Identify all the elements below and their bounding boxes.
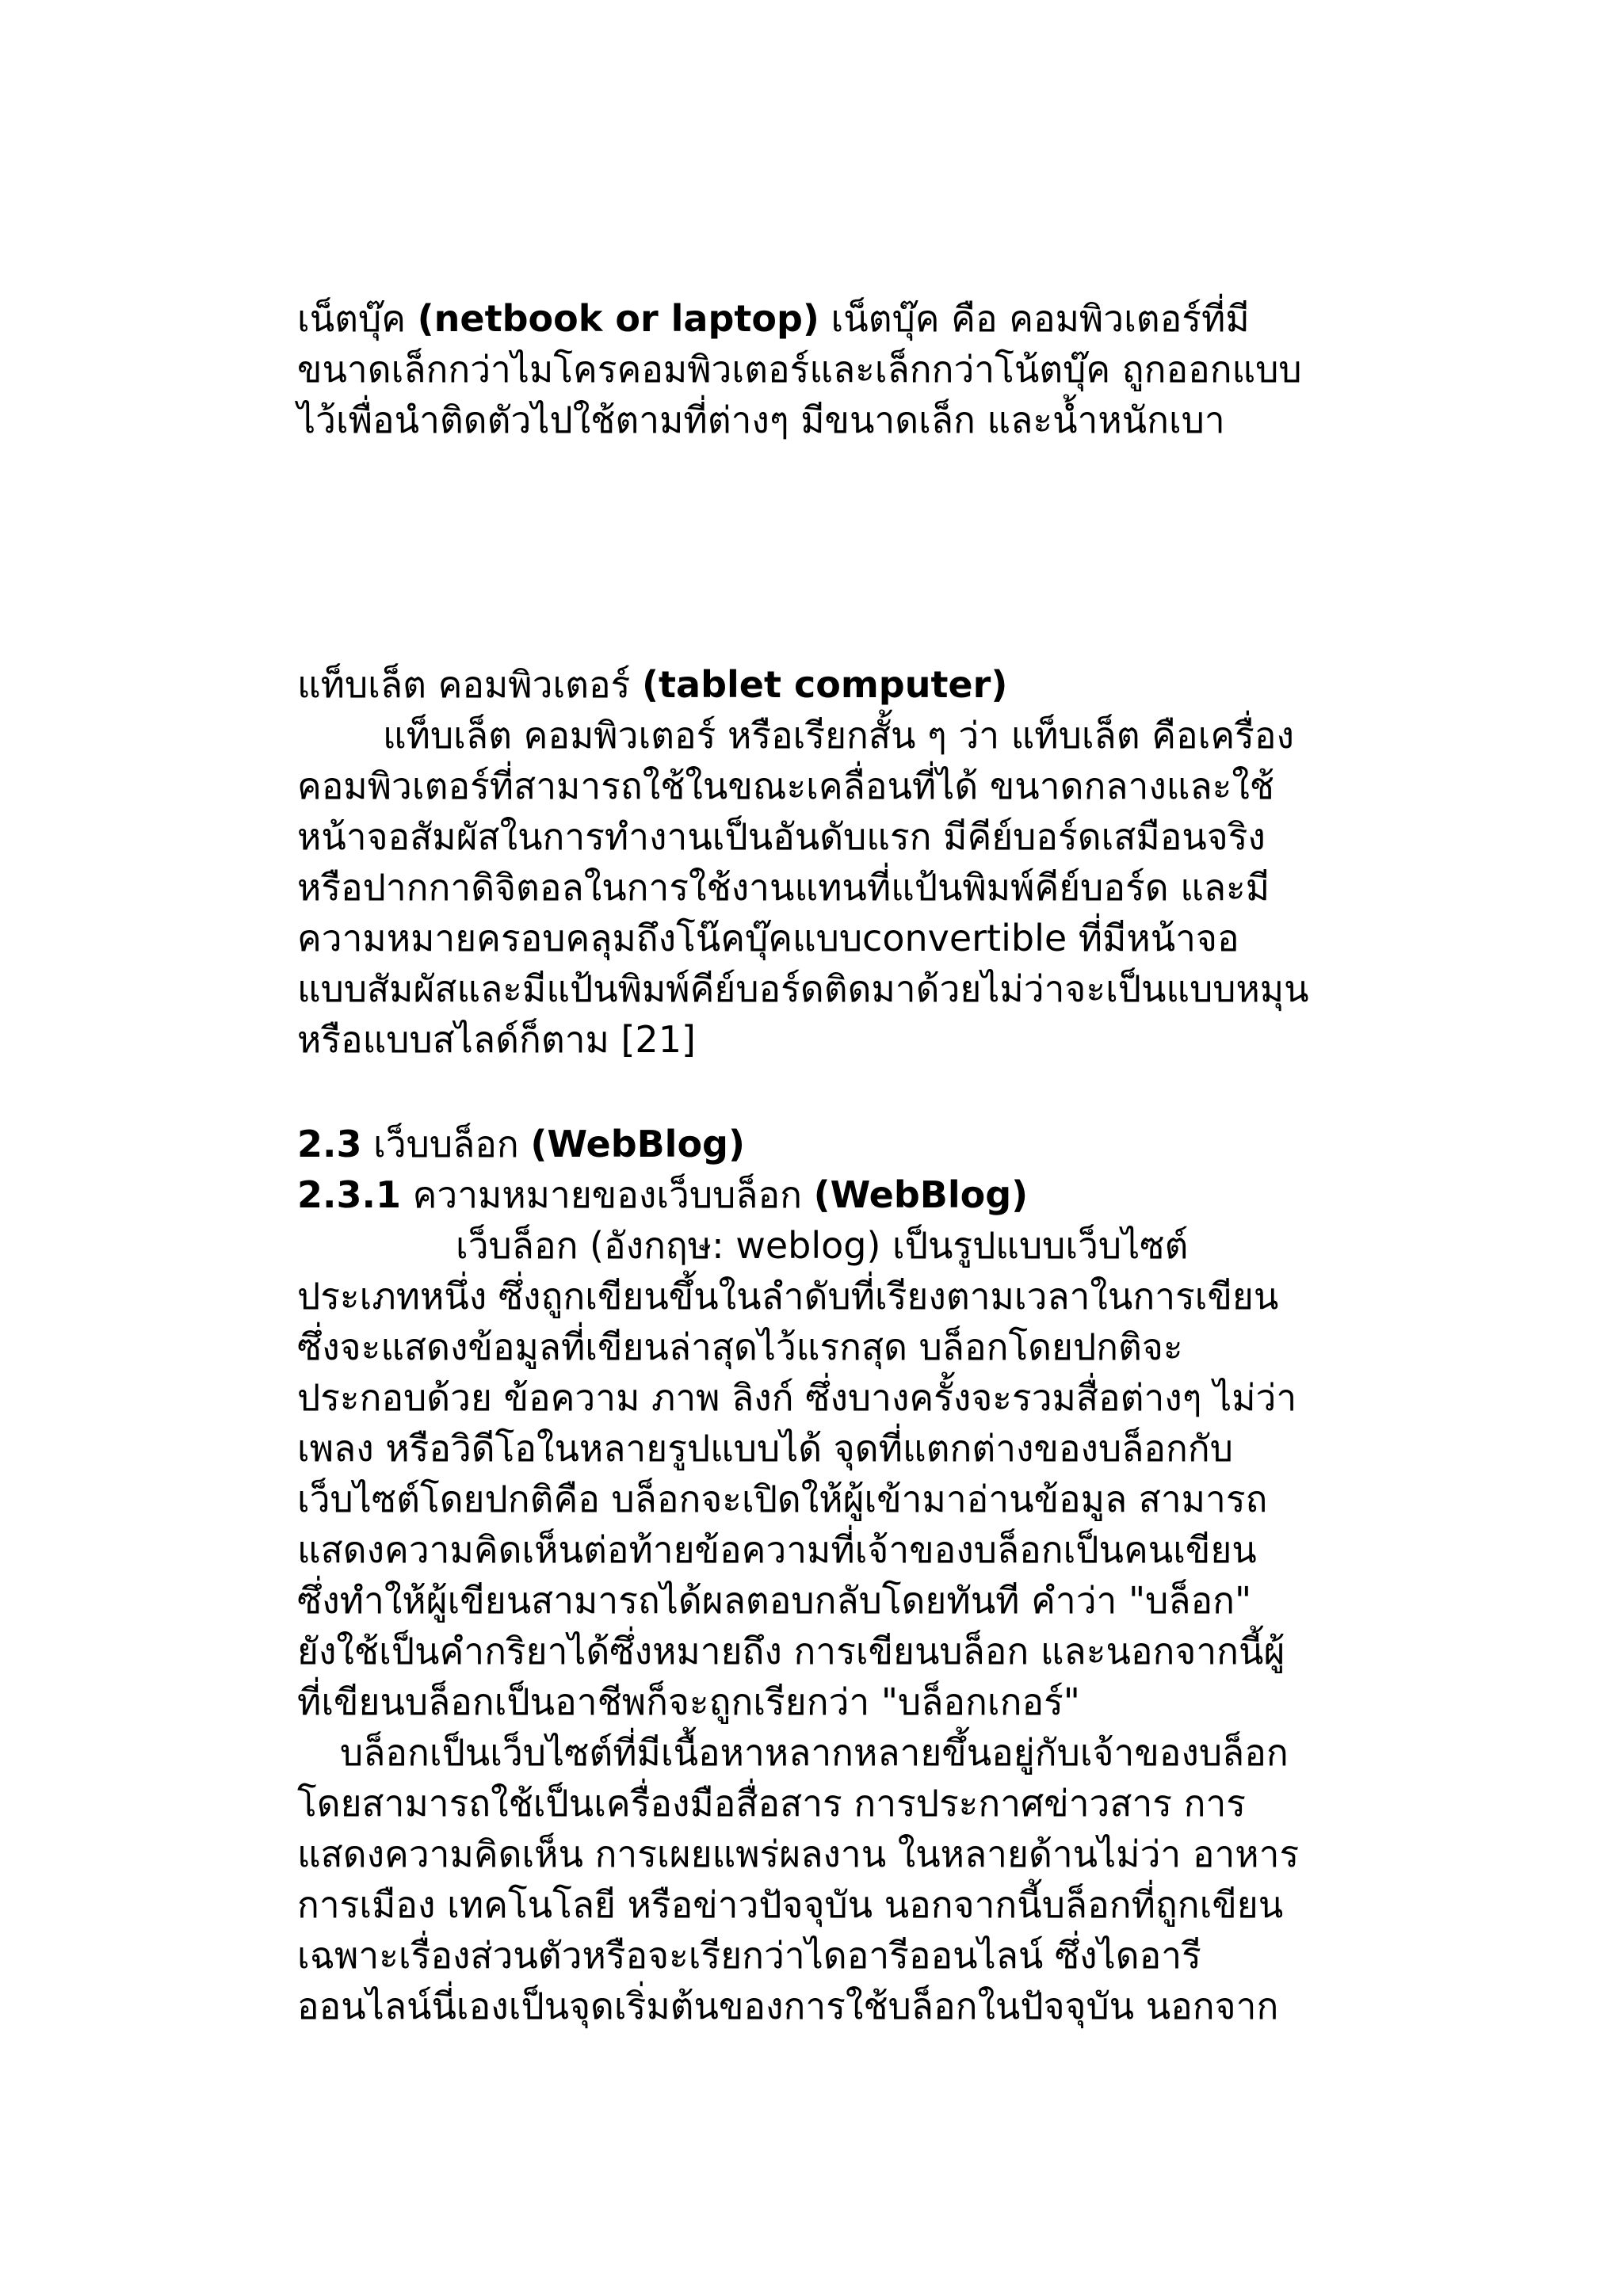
webblog-p2-line-5: เฉพาะเรื่องส่วนตัวหรือจะเรียกว่าไดอารีออนไลน์ ซึ่งไดอารี: [297, 1934, 1201, 1977]
tablet-heading-th: แท็บเล็ต คอมพิวเตอร์: [297, 663, 643, 706]
webblog-p2-line-2: โดยสามารถใช้เป็นเครื่องมือสื่อสาร การประกาศข่าวสาร การ: [297, 1782, 1246, 1825]
netbook-line-3: ไว้เพื่อนำติดตัวไปใช้ตามที่ต่างๆ มีขนาดเล็ก และน้ำหนักเบา: [297, 399, 1225, 441]
webblog-p2-line-1: บล็อกเป็นเว็บไซต์ที่มีเนื้อหาหลากหลายขึ้นอยู่กับเจ้าของบล็อก: [340, 1731, 1289, 1774]
tablet-line-3: หน้าจอสัมผัสในการทำงานเป็นอันดับแรก มีคีย์บอร์ดเสมือนจริง: [297, 815, 1266, 858]
netbook-line-1: [297, 293, 1454, 344]
tablet-line-7: หรือแบบสไลด์ก็ตาม [21]: [297, 1018, 696, 1061]
subheading-th: ความหมายของเว็บบล็อก: [400, 1173, 814, 1216]
subheading-en: (WebBlog): [813, 1173, 1029, 1216]
netbook-heading-en: (netbook or laptop): [417, 297, 819, 340]
webblog-p1-line-1: เว็บล็อก (อังกฤษ: weblog) เป็นรูปแบบเว็บไซต์: [456, 1224, 1189, 1267]
webblog-section: [297, 1119, 1454, 2031]
heading-th: เว็บบล็อก: [361, 1123, 531, 1165]
webblog-p1-line-7: แสดงความคิดเห็นต่อท้ายข้อความที่เจ้าของบล็อกเป็นคนเขียน: [297, 1528, 1257, 1571]
webblog-p2-line-3: แสดงความคิดเห็น การเผยแพร่ผลงาน ในหลายด้านไม่ว่า อาหาร: [297, 1833, 1300, 1875]
netbook-heading-th: เน็ตบุ๊ค: [297, 297, 418, 340]
tablet-line-5: ความหมายครอบคลุมถึงโน๊คบุ๊คแบบconvertible ที่มีหน้าจอ: [297, 917, 1239, 959]
webblog-p2-line-6: ออนไลน์นี่เองเป็นจุดเริ่มต้นของการใช้บล็อกในปัจจุบัน นอกจาก: [297, 1985, 1279, 2027]
section-heading-2-3: [297, 1119, 1454, 1169]
tablet-line-1: แท็บเล็ต คอมพิวเตอร์ หรือเรียกสั้น ๆ ว่า แท็บเล็ต คือเครื่อง: [383, 714, 1294, 757]
webblog-p1-line-6: เว็บไซต์โดยปกติคือ บล็อกจะเปิดให้ผู้เข้ามาอ่านข้อมูล สามารถ: [297, 1478, 1268, 1520]
webblog-p1-line-9: ยังใช้เป็นคำกริยาได้ซึ่งหมายถึง การเขียนบล็อก และนอกจากนี้ผู้: [297, 1630, 1285, 1672]
webblog-p1-line-8: ซึ่งทำให้ผู้เขียนสามารถได้ผลตอบกลับโดยทันที คำว่า "บล็อก": [297, 1579, 1252, 1622]
webblog-p1-line-5: เพลง หรือวิดีโอในหลายรูปแบบได้ จุดที่แตกต่างของบล็อกกับ: [297, 1427, 1233, 1470]
webblog-p1-line-4: ประกอบด้วย ข้อความ ภาพ ลิงก์ ซึ่งบางครั้งจะรวมสื่อต่างๆ ไม่ว่า: [297, 1376, 1297, 1419]
heading-en: (WebBlog): [530, 1123, 746, 1165]
netbook-text: เน็ตบุ๊ค คือ คอมพิวเตอร์ที่มี: [819, 297, 1250, 340]
tablet-line-6: แบบสัมผัสและมีแป้นพิมพ์คีย์บอร์ดติดมาด้วยไม่ว่าจะเป็นแบบหมุน: [297, 967, 1309, 1010]
webblog-p2-line-4: การเมือง เทคโนโลยี หรือข่าวปัจจุบัน นอกจากนี้บล็อกที่ถูกเขียน: [297, 1883, 1284, 1926]
tablet-line-2: คอมพิวเตอร์ที่สามารถใช้ในขณะเคลื่อนที่ได้ ขนาดกลางและใช้: [297, 765, 1275, 807]
webblog-p1-line-3: ซึ่งจะแสดงข้อมูลที่เขียนล่าสุดไว้แรกสุด บล็อกโดยปกติจะ: [297, 1325, 1183, 1368]
tablet-heading-en: (tablet computer): [642, 663, 1008, 706]
netbook-line-2: ขนาดเล็กกว่าไมโครคอมพิวเตอร์และเล็กกว่าโน้ตบุ๊ค ถูกออกแบบ: [297, 348, 1302, 391]
tablet-line-4: หรือปากกาดิจิตอลในการใช้งานแทนที่แป้นพิมพ์คีย์บอร์ด และมี: [297, 866, 1270, 909]
webblog-p1-line-2: ประเภทหนึ่ง ซึ่งถูกเขียนขึ้นในลำดับที่เรียงตามเวลาในการเขียน: [297, 1275, 1279, 1318]
heading-number: 2.3: [297, 1123, 362, 1165]
netbook-paragraph: [297, 293, 1454, 445]
subheading-number: 2.3.1: [297, 1173, 401, 1216]
tablet-heading: [297, 659, 1454, 710]
tablet-section: [297, 659, 1454, 1065]
subsection-heading-2-3-1: [297, 1169, 1454, 1220]
webblog-p1-line-10: ที่เขียนบล็อกเป็นอาชีพก็จะถูกเรียกว่า "บล็อกเกอร์": [297, 1680, 1080, 1723]
